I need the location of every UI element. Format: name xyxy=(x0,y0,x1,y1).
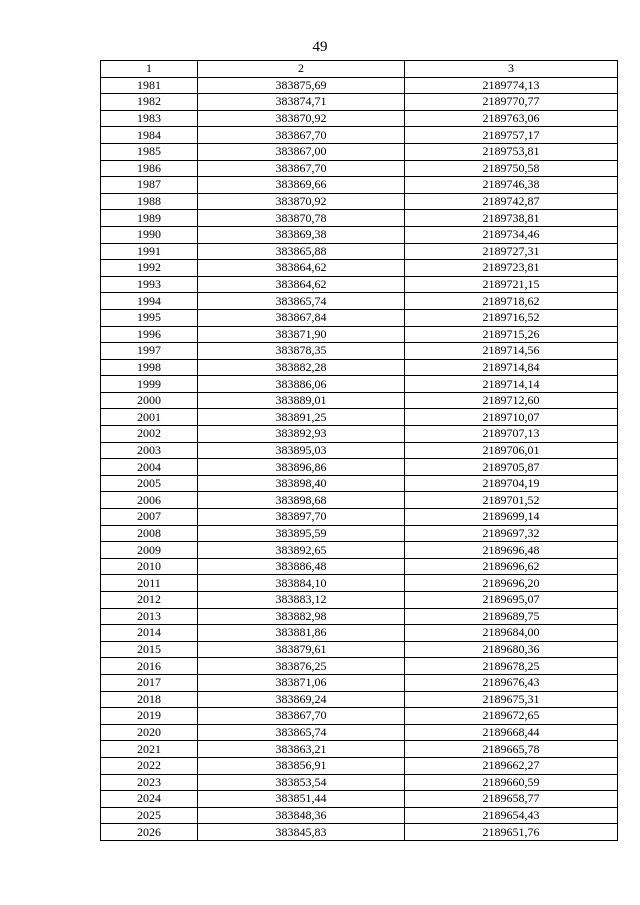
table-row xyxy=(101,475,618,492)
y-coordinate-cell: 2189706,01 xyxy=(405,442,618,459)
point-number-cell: 1986 xyxy=(101,160,198,177)
point-number-cell: 1996 xyxy=(101,326,198,343)
point-number-cell: 2014 xyxy=(101,625,198,642)
x-coordinate-cell: 383867,00 xyxy=(198,143,405,160)
table-body xyxy=(101,77,618,840)
y-coordinate-cell: 2189742,87 xyxy=(405,193,618,210)
x-coordinate-cell: 383886,48 xyxy=(198,558,405,575)
table-row xyxy=(101,509,618,526)
table-row xyxy=(101,791,618,808)
point-number-cell: 2020 xyxy=(101,724,198,741)
x-coordinate-cell: 383891,25 xyxy=(198,409,405,426)
y-coordinate-cell: 2189684,00 xyxy=(405,625,618,642)
x-coordinate-cell: 383884,10 xyxy=(198,575,405,592)
point-number-cell: 2001 xyxy=(101,409,198,426)
table-row xyxy=(101,392,618,409)
y-coordinate-cell: 2189757,17 xyxy=(405,127,618,144)
point-number-cell: 2026 xyxy=(101,824,198,841)
x-coordinate-cell: 383895,59 xyxy=(198,525,405,542)
x-coordinate-cell: 383897,70 xyxy=(198,509,405,526)
point-number-cell: 2015 xyxy=(101,641,198,658)
x-coordinate-cell: 383870,92 xyxy=(198,110,405,127)
point-number-cell: 2004 xyxy=(101,459,198,476)
x-coordinate-cell: 383882,28 xyxy=(198,359,405,376)
table-row xyxy=(101,757,618,774)
table-row xyxy=(101,177,618,194)
y-coordinate-cell: 2189689,75 xyxy=(405,608,618,625)
x-coordinate-cell: 383881,86 xyxy=(198,625,405,642)
table-row xyxy=(101,625,618,642)
point-number-cell: 1982 xyxy=(101,94,198,111)
point-number-cell: 2017 xyxy=(101,674,198,691)
point-number-cell: 1991 xyxy=(101,243,198,260)
x-coordinate-cell: 383876,25 xyxy=(198,658,405,675)
x-coordinate-cell: 383867,70 xyxy=(198,160,405,177)
table-row xyxy=(101,376,618,393)
table-row xyxy=(101,143,618,160)
page-number: 49 xyxy=(312,39,328,55)
table-row xyxy=(101,691,618,708)
y-coordinate-cell: 2189662,27 xyxy=(405,757,618,774)
x-coordinate-cell: 383867,84 xyxy=(198,309,405,326)
y-coordinate-cell: 2189660,59 xyxy=(405,774,618,791)
table-row xyxy=(101,110,618,127)
x-coordinate-cell: 383895,03 xyxy=(198,442,405,459)
y-coordinate-cell: 2189763,06 xyxy=(405,110,618,127)
point-number-cell: 2010 xyxy=(101,558,198,575)
coordinates-table xyxy=(100,60,618,841)
point-number-cell: 1983 xyxy=(101,110,198,127)
table-row xyxy=(101,127,618,144)
y-coordinate-cell: 2189714,84 xyxy=(405,359,618,376)
x-coordinate-cell: 383889,01 xyxy=(198,392,405,409)
table-row xyxy=(101,525,618,542)
y-coordinate-cell: 2189672,65 xyxy=(405,708,618,725)
y-coordinate-cell: 2189696,20 xyxy=(405,575,618,592)
y-coordinate-cell: 2189707,13 xyxy=(405,426,618,443)
x-coordinate-cell: 383870,92 xyxy=(198,193,405,210)
y-coordinate-cell: 2189721,15 xyxy=(405,276,618,293)
x-coordinate-cell: 383882,98 xyxy=(198,608,405,625)
y-coordinate-cell: 2189712,60 xyxy=(405,392,618,409)
table-row xyxy=(101,326,618,343)
x-coordinate-cell: 383871,90 xyxy=(198,326,405,343)
x-coordinate-cell: 383896,86 xyxy=(198,459,405,476)
y-coordinate-cell: 2189704,19 xyxy=(405,475,618,492)
point-number-cell: 2013 xyxy=(101,608,198,625)
point-number-cell: 2021 xyxy=(101,741,198,758)
table-row xyxy=(101,492,618,509)
y-coordinate-cell: 2189714,14 xyxy=(405,376,618,393)
table-row xyxy=(101,558,618,575)
table-row xyxy=(101,243,618,260)
column-header-2: 2 xyxy=(198,61,405,78)
point-number-cell: 1992 xyxy=(101,260,198,277)
table-row xyxy=(101,160,618,177)
y-coordinate-cell: 2189753,81 xyxy=(405,143,618,160)
x-coordinate-cell: 383898,68 xyxy=(198,492,405,509)
table-row xyxy=(101,77,618,94)
y-coordinate-cell: 2189734,46 xyxy=(405,226,618,243)
point-number-cell: 1993 xyxy=(101,276,198,293)
point-number-cell: 2007 xyxy=(101,509,198,526)
table-row xyxy=(101,542,618,559)
x-coordinate-cell: 383865,74 xyxy=(198,293,405,310)
x-coordinate-cell: 383874,71 xyxy=(198,94,405,111)
table-row xyxy=(101,724,618,741)
y-coordinate-cell: 2189665,78 xyxy=(405,741,618,758)
point-number-cell: 1995 xyxy=(101,309,198,326)
table-row xyxy=(101,774,618,791)
x-coordinate-cell: 383853,54 xyxy=(198,774,405,791)
y-coordinate-cell: 2189705,87 xyxy=(405,459,618,476)
x-coordinate-cell: 383886,06 xyxy=(198,376,405,393)
x-coordinate-cell: 383864,62 xyxy=(198,276,405,293)
table-row xyxy=(101,741,618,758)
x-coordinate-cell: 383869,38 xyxy=(198,226,405,243)
x-coordinate-cell: 383865,88 xyxy=(198,243,405,260)
y-coordinate-cell: 2189695,07 xyxy=(405,592,618,609)
x-coordinate-cell: 383867,70 xyxy=(198,708,405,725)
point-number-cell: 1981 xyxy=(101,77,198,94)
point-number-cell: 2008 xyxy=(101,525,198,542)
y-coordinate-cell: 2189658,77 xyxy=(405,791,618,808)
table-row xyxy=(101,442,618,459)
y-coordinate-cell: 2189699,14 xyxy=(405,509,618,526)
point-number-cell: 2018 xyxy=(101,691,198,708)
point-number-cell: 1987 xyxy=(101,177,198,194)
column-header-3: 3 xyxy=(405,61,618,78)
table-header xyxy=(101,61,618,78)
point-number-cell: 2000 xyxy=(101,392,198,409)
point-number-cell: 1984 xyxy=(101,127,198,144)
table-row xyxy=(101,359,618,376)
x-coordinate-cell: 383848,36 xyxy=(198,807,405,824)
point-number-cell: 2002 xyxy=(101,426,198,443)
point-number-cell: 2005 xyxy=(101,475,198,492)
y-coordinate-cell: 2189676,43 xyxy=(405,674,618,691)
point-number-cell: 1994 xyxy=(101,293,198,310)
x-coordinate-cell: 383875,69 xyxy=(198,77,405,94)
table-row xyxy=(101,641,618,658)
x-coordinate-cell: 383856,91 xyxy=(198,757,405,774)
table-row xyxy=(101,459,618,476)
table-row xyxy=(101,260,618,277)
point-number-cell: 2023 xyxy=(101,774,198,791)
x-coordinate-cell: 383845,83 xyxy=(198,824,405,841)
x-coordinate-cell: 383892,65 xyxy=(198,542,405,559)
point-number-cell: 2022 xyxy=(101,757,198,774)
point-number-cell: 1990 xyxy=(101,226,198,243)
table-row xyxy=(101,309,618,326)
y-coordinate-cell: 2189750,58 xyxy=(405,160,618,177)
x-coordinate-cell: 383879,61 xyxy=(198,641,405,658)
point-number-cell: 2011 xyxy=(101,575,198,592)
y-coordinate-cell: 2189680,36 xyxy=(405,641,618,658)
y-coordinate-cell: 2189738,81 xyxy=(405,210,618,227)
point-number-cell: 1999 xyxy=(101,376,198,393)
header-row xyxy=(101,61,618,78)
y-coordinate-cell: 2189723,81 xyxy=(405,260,618,277)
y-coordinate-cell: 2189668,44 xyxy=(405,724,618,741)
table-row xyxy=(101,276,618,293)
point-number-cell: 1998 xyxy=(101,359,198,376)
x-coordinate-cell: 383851,44 xyxy=(198,791,405,808)
x-coordinate-cell: 383871,06 xyxy=(198,674,405,691)
y-coordinate-cell: 2189651,76 xyxy=(405,824,618,841)
x-coordinate-cell: 383869,24 xyxy=(198,691,405,708)
point-number-cell: 2003 xyxy=(101,442,198,459)
point-number-cell: 1985 xyxy=(101,143,198,160)
y-coordinate-cell: 2189718,62 xyxy=(405,293,618,310)
y-coordinate-cell: 2189727,31 xyxy=(405,243,618,260)
y-coordinate-cell: 2189675,31 xyxy=(405,691,618,708)
table-row xyxy=(101,226,618,243)
table-row xyxy=(101,409,618,426)
point-number-cell: 2019 xyxy=(101,708,198,725)
x-coordinate-cell: 383883,12 xyxy=(198,592,405,609)
x-coordinate-cell: 383898,40 xyxy=(198,475,405,492)
y-coordinate-cell: 2189714,56 xyxy=(405,343,618,360)
x-coordinate-cell: 383892,93 xyxy=(198,426,405,443)
table-row xyxy=(101,674,618,691)
y-coordinate-cell: 2189701,52 xyxy=(405,492,618,509)
table-row xyxy=(101,426,618,443)
table-row xyxy=(101,575,618,592)
y-coordinate-cell: 2189710,07 xyxy=(405,409,618,426)
point-number-cell: 2024 xyxy=(101,791,198,808)
x-coordinate-cell: 383878,35 xyxy=(198,343,405,360)
point-number-cell: 1988 xyxy=(101,193,198,210)
y-coordinate-cell: 2189774,13 xyxy=(405,77,618,94)
point-number-cell: 1989 xyxy=(101,210,198,227)
point-number-cell: 2012 xyxy=(101,592,198,609)
y-coordinate-cell: 2189678,25 xyxy=(405,658,618,675)
y-coordinate-cell: 2189654,43 xyxy=(405,807,618,824)
x-coordinate-cell: 383864,62 xyxy=(198,260,405,277)
table-row xyxy=(101,210,618,227)
x-coordinate-cell: 383867,70 xyxy=(198,127,405,144)
table-row xyxy=(101,608,618,625)
table-row xyxy=(101,293,618,310)
y-coordinate-cell: 2189696,48 xyxy=(405,542,618,559)
y-coordinate-cell: 2189746,38 xyxy=(405,177,618,194)
table-row xyxy=(101,193,618,210)
table-row xyxy=(101,807,618,824)
x-coordinate-cell: 383865,74 xyxy=(198,724,405,741)
point-number-cell: 1997 xyxy=(101,343,198,360)
x-coordinate-cell: 383869,66 xyxy=(198,177,405,194)
table-row xyxy=(101,658,618,675)
x-coordinate-cell: 383863,21 xyxy=(198,741,405,758)
y-coordinate-cell: 2189715,26 xyxy=(405,326,618,343)
table-row xyxy=(101,708,618,725)
x-coordinate-cell: 383870,78 xyxy=(198,210,405,227)
point-number-cell: 2006 xyxy=(101,492,198,509)
y-coordinate-cell: 2189697,32 xyxy=(405,525,618,542)
y-coordinate-cell: 2189716,52 xyxy=(405,309,618,326)
y-coordinate-cell: 2189770,77 xyxy=(405,94,618,111)
point-number-cell: 2025 xyxy=(101,807,198,824)
table-row xyxy=(101,592,618,609)
point-number-cell: 2016 xyxy=(101,658,198,675)
table-row xyxy=(101,824,618,841)
y-coordinate-cell: 2189696,62 xyxy=(405,558,618,575)
table-row xyxy=(101,94,618,111)
point-number-cell: 2009 xyxy=(101,542,198,559)
column-header-1: 1 xyxy=(101,61,198,78)
table-row xyxy=(101,343,618,360)
